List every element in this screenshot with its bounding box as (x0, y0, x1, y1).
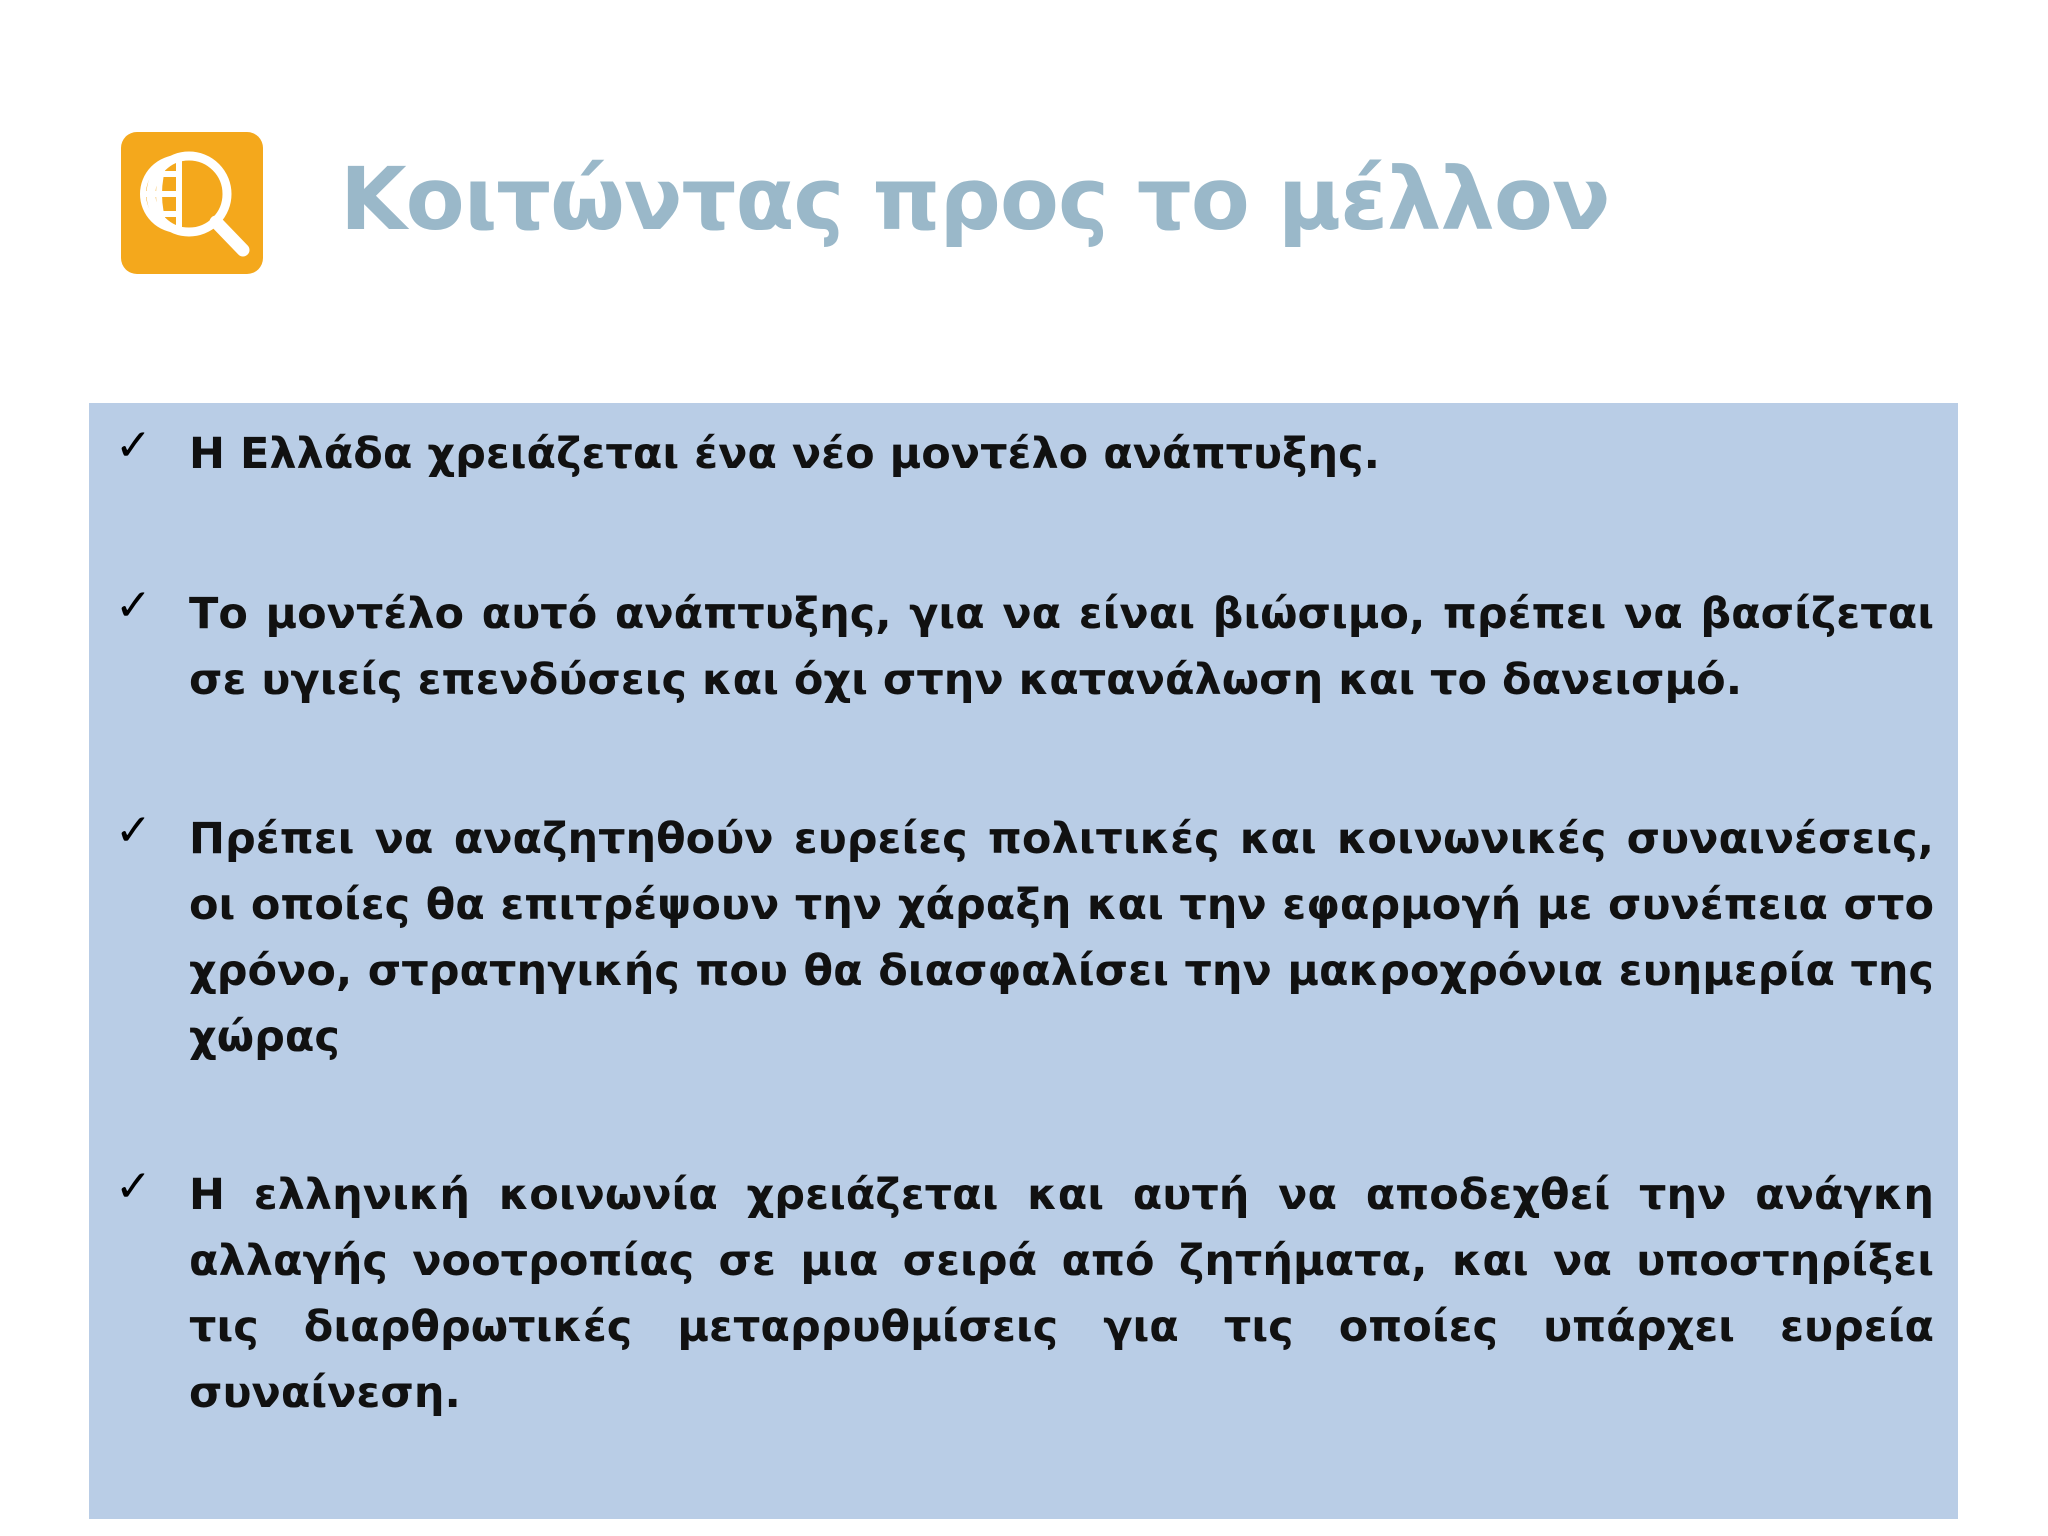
check-icon: ✓ (115, 420, 152, 471)
bullet-text: Πρέπει να αναζητηθούν ευρείες πολιτικές και κοινωνικές συναινέσεις, οι οποίες θα επιτρέψουν την χάραξη και την εφαρμογή με συνέπεια στο χρόνο, στρατηγικής που θα διασφαλίσει την μακροχρόνια ευημερία της χώρας (189, 814, 1934, 1062)
page-title: Κοιτώντας προς το μέλλον (340, 150, 1610, 250)
check-icon: ✓ (115, 1161, 152, 1212)
check-icon: ✓ (115, 580, 152, 631)
content-box (89, 403, 1958, 1519)
bullet-text: Η Ελλάδα χρειάζεται ένα νέο μοντέλο ανάπτυξης. (189, 429, 1380, 479)
bullet-text: Το μοντέλο αυτό ανάπτυξης, για να είναι βιώσιμο, πρέπει να βασίζεται σε υγιείς επενδύσεις και όχι στην κατανάλωση και το δανεισμό. (189, 589, 1934, 705)
globe-magnifier-icon (121, 132, 263, 274)
bullet-text: Η ελληνική κοινωνία χρειάζεται και αυτή να αποδεχθεί την ανάγκη αλλαγής νοοτροπίας σε μια σειρά από ζητήματα, και να υποστηρίξει τις διαρθρωτικές μεταρρυθμίσεις για τις οποίες υπάρχει ευρεία συναίνεση. (189, 1170, 1934, 1418)
check-icon: ✓ (115, 805, 152, 856)
